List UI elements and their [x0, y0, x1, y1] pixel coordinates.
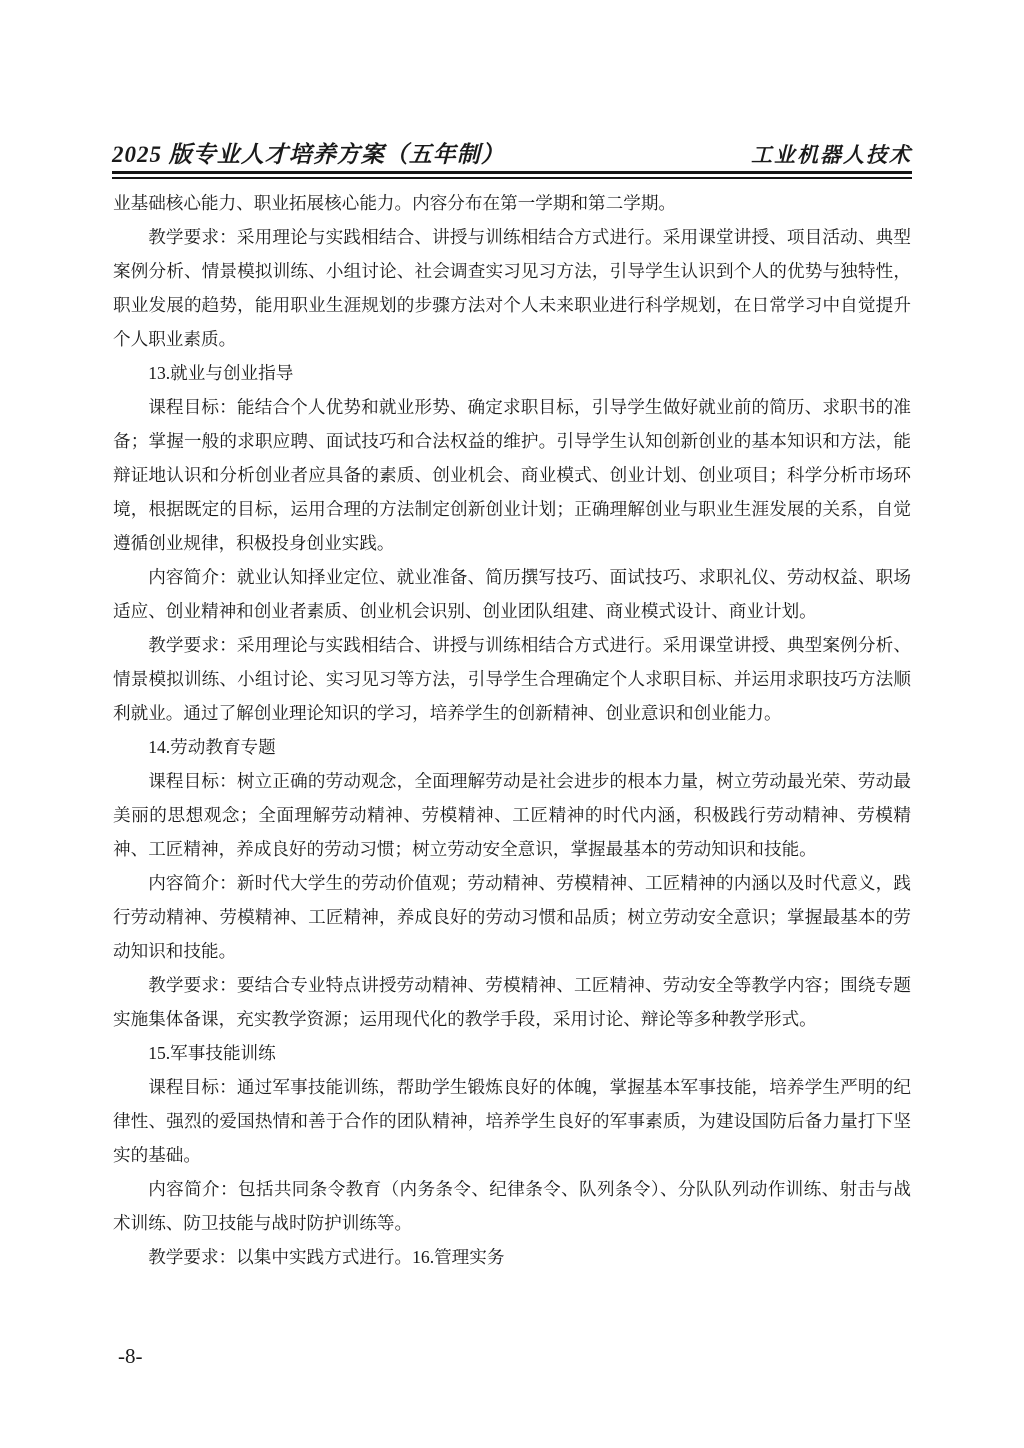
- body-paragraph-teaching-req-15: 教学要求：以集中实践方式进行。16.管理实务: [148, 1247, 505, 1267]
- document-body: [113, 186, 911, 1274]
- header-double-rule: [112, 171, 912, 179]
- body-paragraph-intro-15: 内容简介：包括共同条令教育（内务条令、纪律条令、队列条令）、分队队列动作训练、射击与战术训练、防卫技能与战时防护训练等。: [113, 1179, 911, 1233]
- body-paragraph-teaching-req-13: 教学要求：采用理论与实践相结合、讲授与训练相结合方式进行。采用课堂讲授、典型案例分析、情景模拟训练、小组讨论、实习见习等方法，引导学生合理确定个人求职目标、并运用求职技巧方法顺利就业。通过了解创业理论知识的学习，培养学生的创新精神、创业意识和创业能力。: [113, 635, 911, 723]
- section-heading-14: 14.劳动教育专题: [148, 737, 276, 757]
- header-left-title: 2025 版专业人才培养方案（五年制）: [112, 142, 505, 167]
- section-heading-13: 13.就业与创业指导: [148, 363, 294, 383]
- body-paragraph-goals-15: 课程目标：通过军事技能训练，帮助学生锻炼良好的体魄，掌握基本军事技能，培养学生严明的纪律性、强烈的爱国热情和善于合作的团队精神，培养学生良好的军事素质，为建设国防后备力量打下坚实的基础。: [113, 1077, 911, 1165]
- body-paragraph-teaching-req-12: 教学要求：采用理论与实践相结合、讲授与训练相结合方式进行。采用课堂讲授、项目活动、典型案例分析、情景模拟训练、小组讨论、社会调查实习见习方法，引导学生认识到个人的优势与独特性，职业发展的趋势，能用职业生涯规划的步骤方法对个人未来职业进行科学规划，在日常学习中自觉提升个人职业素质。: [113, 227, 911, 349]
- body-paragraph-goals-13: 课程目标：能结合个人优势和就业形势、确定求职目标，引导学生做好就业前的简历、求职书的准备；掌握一般的求职应聘、面试技巧和合法权益的维护。引导学生认知创新创业的基本知识和方法，能辩证地认识和分析创业者应具备的素质、创业机会、商业模式、创业计划、创业项目；科学分析市场环境，根据既定的目标，运用合理的方法制定创新创业计划；正确理解创业与职业生涯发展的关系，自觉遵循创业规律，积极投身创业实践。: [113, 397, 911, 553]
- section-heading-15: 15.军事技能训练: [148, 1043, 276, 1063]
- body-paragraph-teaching-req-14: 教学要求：要结合专业特点讲授劳动精神、劳模精神、工匠精神、劳动安全等教学内容；围绕专题实施集体备课，充实教学资源；运用现代化的教学手段，采用讨论、辩论等多种教学形式。: [113, 975, 911, 1029]
- body-paragraph-intro-13: 内容简介：就业认知择业定位、就业准备、简历撰写技巧、面试技巧、求职礼仪、劳动权益、职场适应、创业精神和创业者素质、创业机会识别、创业团队组建、商业模式设计、商业计划。: [113, 567, 911, 621]
- page-number: -8-: [118, 1344, 143, 1368]
- body-paragraph-continuation: 业基础核心能力、职业拓展核心能力。内容分布在第一学期和第二学期。: [113, 193, 677, 213]
- body-paragraph-goals-14: 课程目标：树立正确的劳动观念，全面理解劳动是社会进步的根本力量，树立劳动最光荣、劳动最美丽的思想观念；全面理解劳动精神、劳模精神、工匠精神的时代内涵，积极践行劳动精神、劳模精神、工匠精神，养成良好的劳动习惯；树立劳动安全意识，掌握最基本的劳动知识和技能。: [113, 771, 911, 859]
- body-paragraph-intro-14: 内容简介：新时代大学生的劳动价值观；劳动精神、劳模精神、工匠精神的内涵以及时代意义，践行劳动精神、劳模精神、工匠精神，养成良好的劳动习惯和品质；树立劳动安全意识；掌握最基本的劳动知识和技能。: [113, 873, 911, 961]
- header-right-title: 工业机器人技术: [751, 143, 912, 167]
- page-header: [112, 136, 912, 169]
